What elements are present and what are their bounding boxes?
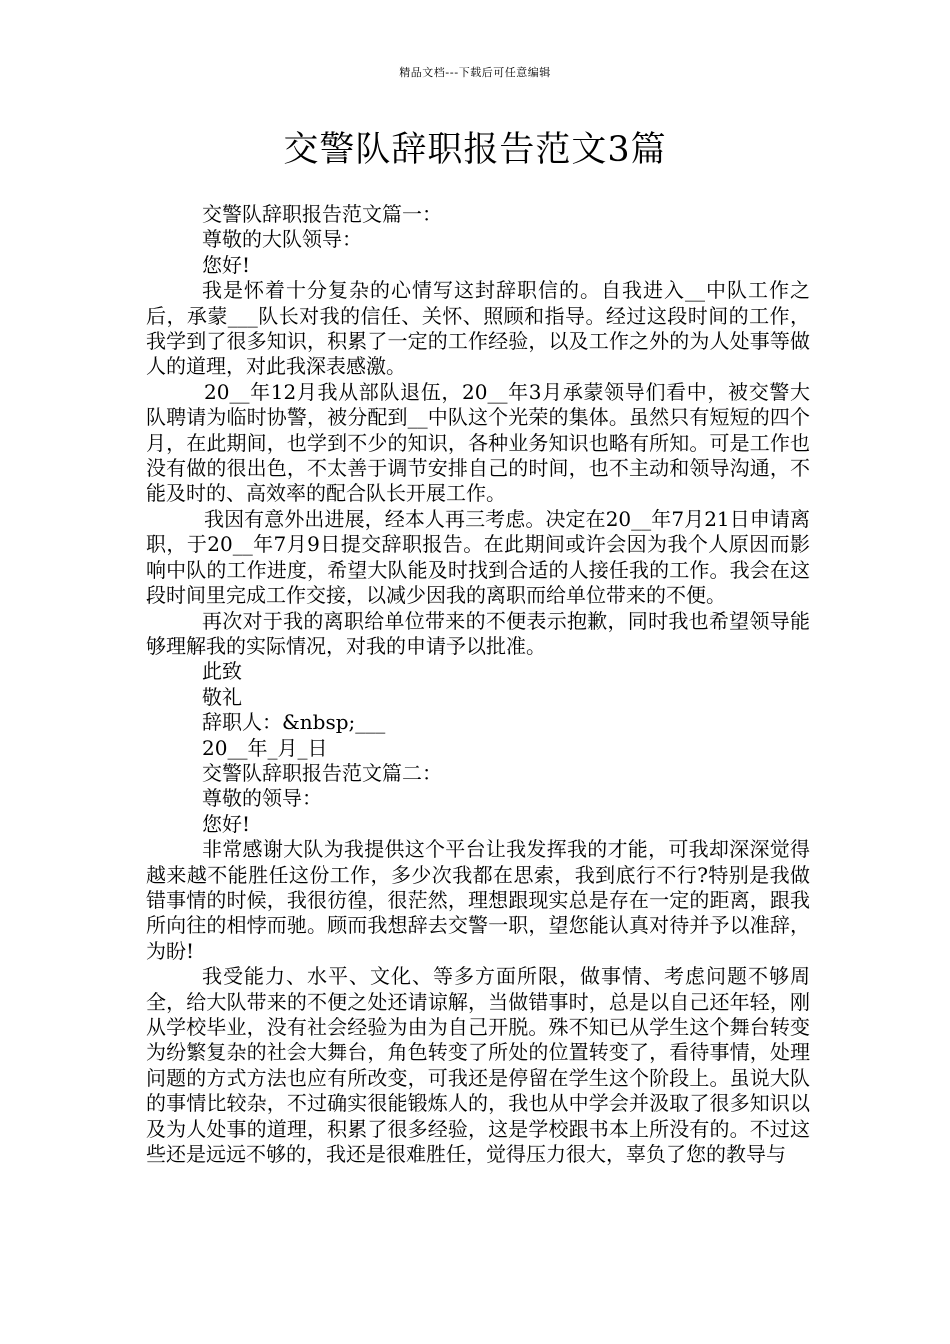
paragraph-body: 非常感谢大队为我提供这个平台让我发挥我的才能，可我却深深觉得越来越不能胜任这份工作，多少次我都在思索，我到底行不行?特别是我做错事情的时候，我很彷徨，很茫然，理想跟现实总是存在一定的距离，跟我所向往的相悖而驰。顾而我想辞去交警一职，望您能认真对待并予以准辞，为盼!: [146, 837, 810, 963]
paragraph-body: 我受能力、水平、文化、等多方面所限，做事情、考虑问题不够周全，给大队带来的不便之处还请谅解，当做错事时，总是以自己还年轻，刚从学校毕业，没有社会经验为由为自己开脱。殊不知已从学生这个舞台转变为纷繁复杂的社会大舞台，角色转变了所处的位置转变了，看待事情，处理问题的方式方法也应有所改变，可我还是停留在学生这个阶段上。虽说大队的事情比较杂，不过确实很能锻炼人的，我也从中学会并汲取了很多知识以及为人处事的道理，积累了很多经验，这是学校跟书本上所没有的。不过这些还是远远不够的，我还是很难胜任，觉得压力很大，辜负了您的教导与: [146, 964, 810, 1167]
document-title: 交警队辞职报告范文3篇: [283, 130, 667, 170]
paragraph-date: 20__年_月_日: [202, 735, 328, 760]
paragraph-salutation: 尊敬的大队领导：: [202, 227, 362, 252]
page-header-note: 精品文档---下载后可任意编辑: [399, 66, 551, 79]
document-body: [146, 202, 810, 1167]
paragraph-section-two-heading: 交警队辞职报告范文篇二：: [202, 760, 442, 785]
paragraph-closing: 此致: [202, 659, 242, 684]
paragraph-greeting: 您好!: [202, 252, 251, 277]
paragraph-body: 我是怀着十分复杂的心情写这封辞职信的。自我进入__中队工作之后，承蒙___队长对我的信任、关怀、照顾和指导。经过这段时间的工作，我学到了很多知识，积累了一定的工作经验，以及工作之外的为人处事等做人的道理，对此我深表感激。: [146, 278, 810, 379]
paragraph-signature: 辞职人：&nbsp;___: [202, 710, 386, 735]
paragraph-closing: 敬礼: [202, 684, 242, 709]
paragraph-greeting: 您好!: [202, 811, 251, 836]
paragraph-body: 再次对于我的离职给单位带来的不便表示抱歉，同时我也希望领导能够理解我的实际情况，对我的申请予以批准。: [146, 608, 810, 658]
paragraph-salutation: 尊敬的领导：: [202, 786, 322, 811]
paragraph-body: 我因有意外出进展，经本人再三考虑。决定在20__年7月21日申请离职，于20__年7月9日提交辞职报告。在此期间或许会因为我个人原因而影响中队的工作进度，希望大队能及时找到合适的人接任我的工作。我会在这段时间里完成工作交接，以减少因我的离职而给单位带来的不便。: [146, 506, 810, 608]
paragraph-section-one-heading: 交警队辞职报告范文篇一：: [202, 202, 442, 226]
paragraph-body: 20__年12月我从部队退伍，20__年3月承蒙领导们看中，被交警大队聘请为临时协警，被分配到__中队这个光荣的集体。虽然只有短短的四个月，在此期间，也学到不少的知识，各种业务知识也略有所知。可是工作也没有做的很出色，不太善于调节安排自己的时间，也不主动和领导沟通，不能及时的、高效率的配合队长开展工作。: [146, 379, 810, 506]
